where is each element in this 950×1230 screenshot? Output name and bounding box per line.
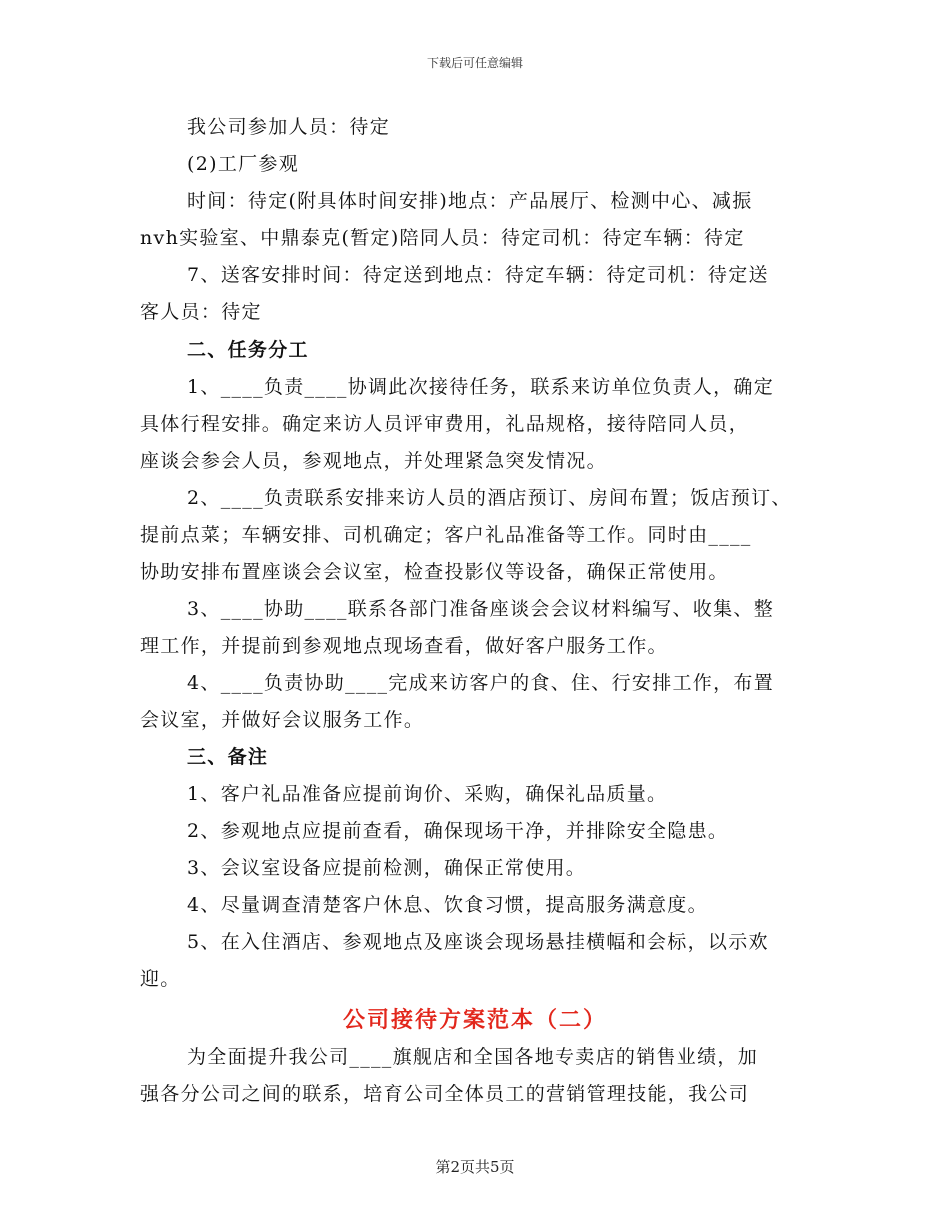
text-line: 2、____负责联系安排来访人员的酒店预订、房间布置；饭店预订、 <box>187 487 792 509</box>
text-line: 具体行程安排。确定来访人员评审费用，礼品规格，接待陪同人员， <box>140 413 750 435</box>
text-line: 理工作，并提前到参观地点现场查看，做好客户服务工作。 <box>140 635 668 657</box>
text-line: 4、尽量调查清楚客户休息、饮食习惯，提高服务满意度。 <box>187 894 708 916</box>
section-heading: 三、备注 <box>187 746 269 768</box>
text-line: 提前点菜；车辆安排、司机确定；客户礼品准备等工作。同时由____ <box>140 524 752 546</box>
text-line: 5、在入住酒店、参观地点及座谈会现场悬挂横幅和会标，以示欢 <box>187 931 769 953</box>
text-line: 协助安排布置座谈会会议室，检查投影仪等设备，确保正常使用。 <box>140 561 729 583</box>
text-line: 会议室，并做好会议服务工作。 <box>140 709 425 731</box>
page-header: 下载后可任意编辑 <box>426 56 523 70</box>
text-line: 迎。 <box>140 968 181 990</box>
text-line: 3、会议室设备应提前检测，确保正常使用。 <box>187 857 587 879</box>
text-line: 2、参观地点应提前查看，确保现场干净，并排除安全隐患。 <box>187 820 729 842</box>
text-line: (2)工厂参观 <box>187 153 300 175</box>
text-line: 3、____协助____联系各部门准备座谈会会议材料编写、收集、整 <box>187 598 774 620</box>
text-line: 1、____负责____协调此次接待任务，联系来访单位负责人，确定 <box>187 376 774 398</box>
text-line: 为全面提升我公司____旗舰店和全国各地专卖店的销售业绩，加 <box>187 1046 759 1068</box>
text-line: nvh实验室、中鼎泰克(暂定)陪同人员：待定司机：待定车辆：待定 <box>140 227 745 249</box>
page-footer: 第2页共5页 <box>435 1158 515 1176</box>
text-line: 我公司参加人员：待定 <box>187 116 391 138</box>
text-line: 4、____负责协助____完成来访客户的食、住、行安排工作，布置 <box>187 672 774 694</box>
text-line: 强各分公司之间的联系，培育公司全体员工的营销管理技能，我公司 <box>140 1083 750 1105</box>
text-line: 座谈会参会人员，参观地点，并处理紧急突发情况。 <box>140 450 607 472</box>
text-line: 1、客户礼品准备应提前询价、采购，确保礼品质量。 <box>187 783 668 805</box>
text-line: 时间：待定(附具体时间安排)地点：产品展厅、检测中心、减振 <box>187 190 753 212</box>
text-line: 客人员：待定 <box>140 301 262 323</box>
text-line: 7、送客安排时间：待定送到地点：待定车辆：待定司机：待定送 <box>187 264 769 286</box>
section-heading: 二、任务分工 <box>187 339 309 361</box>
section-title: 公司接待方案范本（二） <box>342 1007 607 1033</box>
